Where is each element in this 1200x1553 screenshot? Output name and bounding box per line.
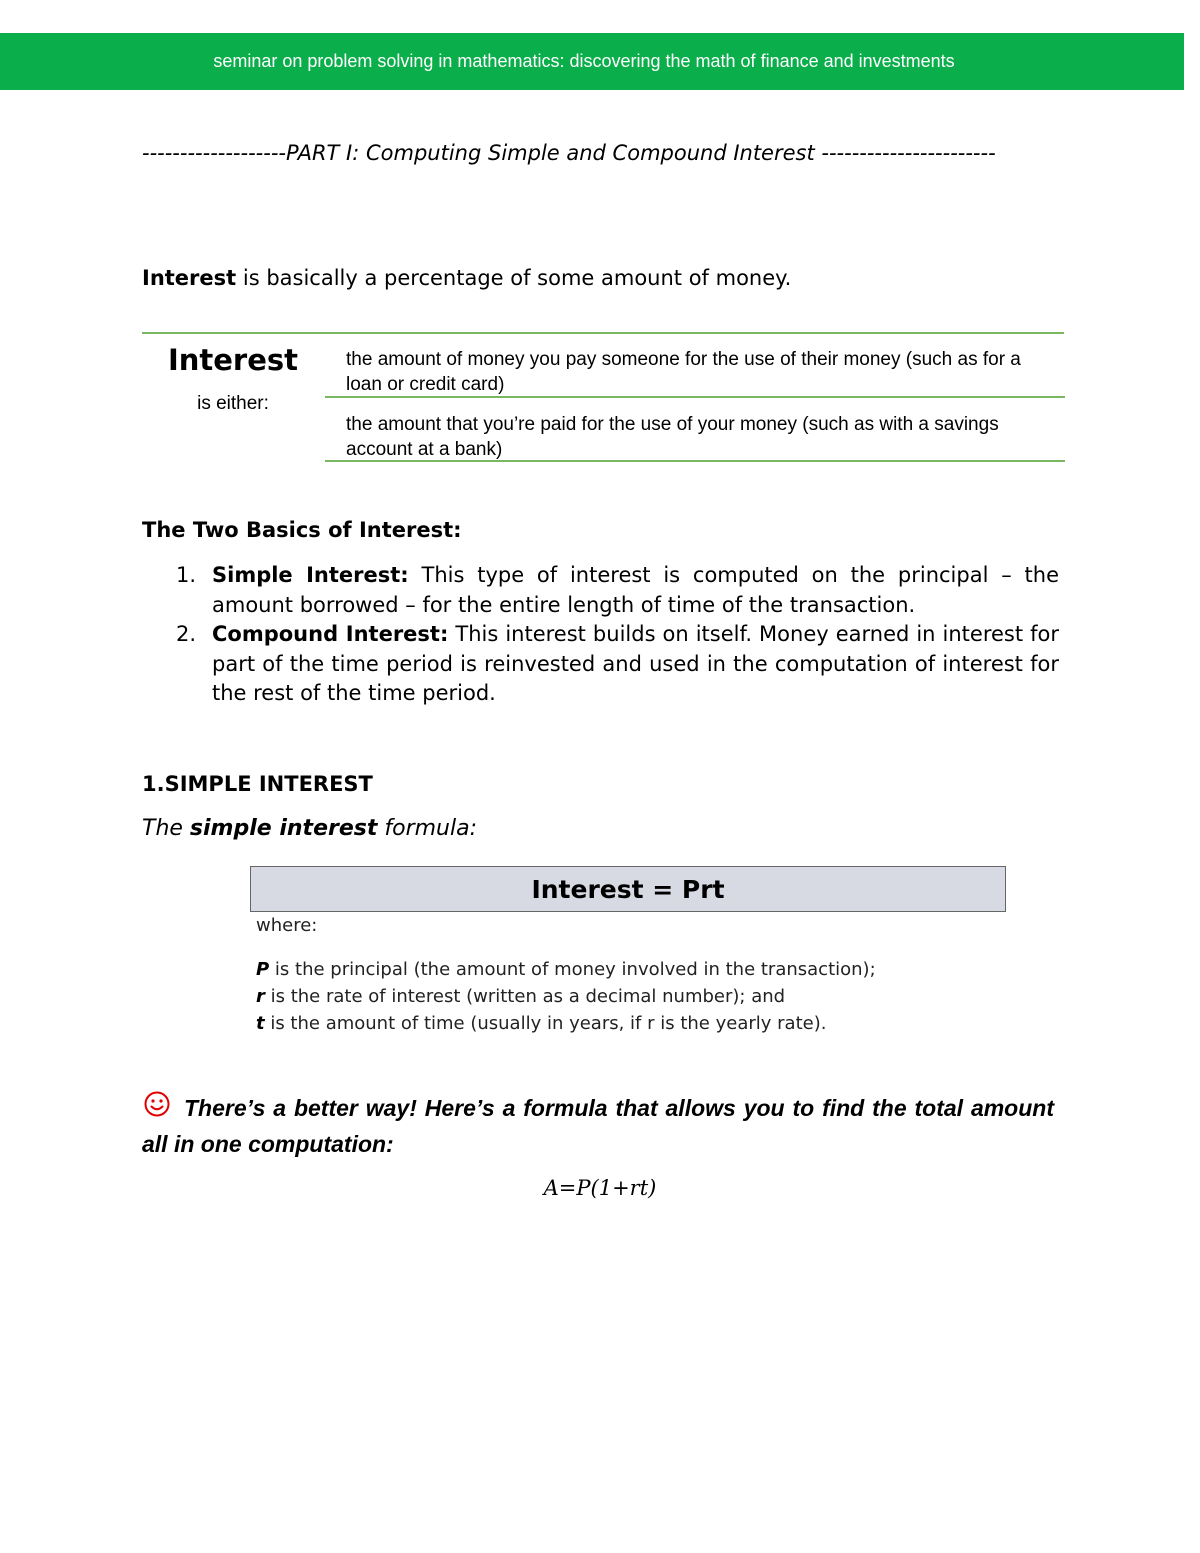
- intro-paragraph: [142, 266, 791, 290]
- total-amount-formula: A=P(1+rt): [543, 1176, 657, 1200]
- header-banner: [0, 33, 1184, 90]
- definition-subtitle: is either:: [197, 393, 269, 414]
- definition-item: the amount that you’re paid for the use of your money (such as with a savings account at a bank): [346, 414, 999, 460]
- formula-text: Interest = Prt: [531, 874, 725, 904]
- list-number: 1.: [176, 563, 197, 587]
- where-label: where:: [256, 915, 318, 936]
- basics-list: [142, 561, 1059, 709]
- formula-intro-after: formula:: [377, 816, 477, 841]
- section-title: 1.SIMPLE INTEREST: [142, 772, 373, 796]
- list-item-label: Compound Interest:: [212, 622, 449, 647]
- intro-term: Interest: [142, 266, 237, 290]
- variable-line: [256, 956, 876, 983]
- variable-symbol: t: [256, 1013, 265, 1034]
- definition-top-rule: [142, 332, 1064, 334]
- list-number: 2.: [176, 622, 197, 647]
- variable-symbol: r: [256, 986, 265, 1007]
- list-item: [142, 620, 1059, 709]
- variable-list: [256, 956, 876, 1037]
- definition-bottom-rule: [325, 460, 1065, 462]
- variable-text: is the principal (the amount of money involved in the transaction);: [269, 959, 876, 980]
- list-item-text: This type of interest is computed on the principal – the amount borrowed – for the entire length of time of the transaction.: [212, 563, 1059, 617]
- formula-box: [250, 866, 1006, 912]
- part-heading: -------------------PART I: Computing Simple and Compound Interest -----------------------: [142, 141, 996, 165]
- definition-item: the amount of money you pay someone for the use of their money (such as for a loan or credit card): [346, 349, 1021, 395]
- better-way-text: There’s a better way! Here’s a formula that allows you to find the total amount all in one computation:: [142, 1095, 1054, 1157]
- banner-text: seminar on problem solving in mathematics: discovering the math of finance and investments: [213, 51, 955, 71]
- definition-divider: [325, 396, 1065, 398]
- variable-line: [256, 983, 876, 1010]
- basics-title: The Two Basics of Interest:: [142, 518, 462, 542]
- variable-line: [256, 1010, 876, 1037]
- list-item: [142, 561, 1059, 620]
- list-item-label: Simple Interest:: [212, 563, 409, 587]
- definition-term: Interest: [167, 343, 299, 377]
- list-item-text: This interest builds on itself. Money earned in interest for part of the time period is reinvested and used in the computation of interest for the rest of the time period.: [212, 622, 1059, 706]
- formula-intro-before: The: [142, 816, 190, 841]
- variable-symbol: P: [256, 959, 270, 980]
- variable-text: is the rate of interest (written as a decimal number); and: [264, 986, 786, 1007]
- formula-intro-bold: simple interest: [189, 816, 378, 841]
- formula-intro: [142, 816, 477, 841]
- variable-text: is the amount of time (usually in years, if r is the yearly rate).: [264, 1013, 827, 1034]
- intro-text: is basically a percentage of some amount of money.: [236, 266, 792, 290]
